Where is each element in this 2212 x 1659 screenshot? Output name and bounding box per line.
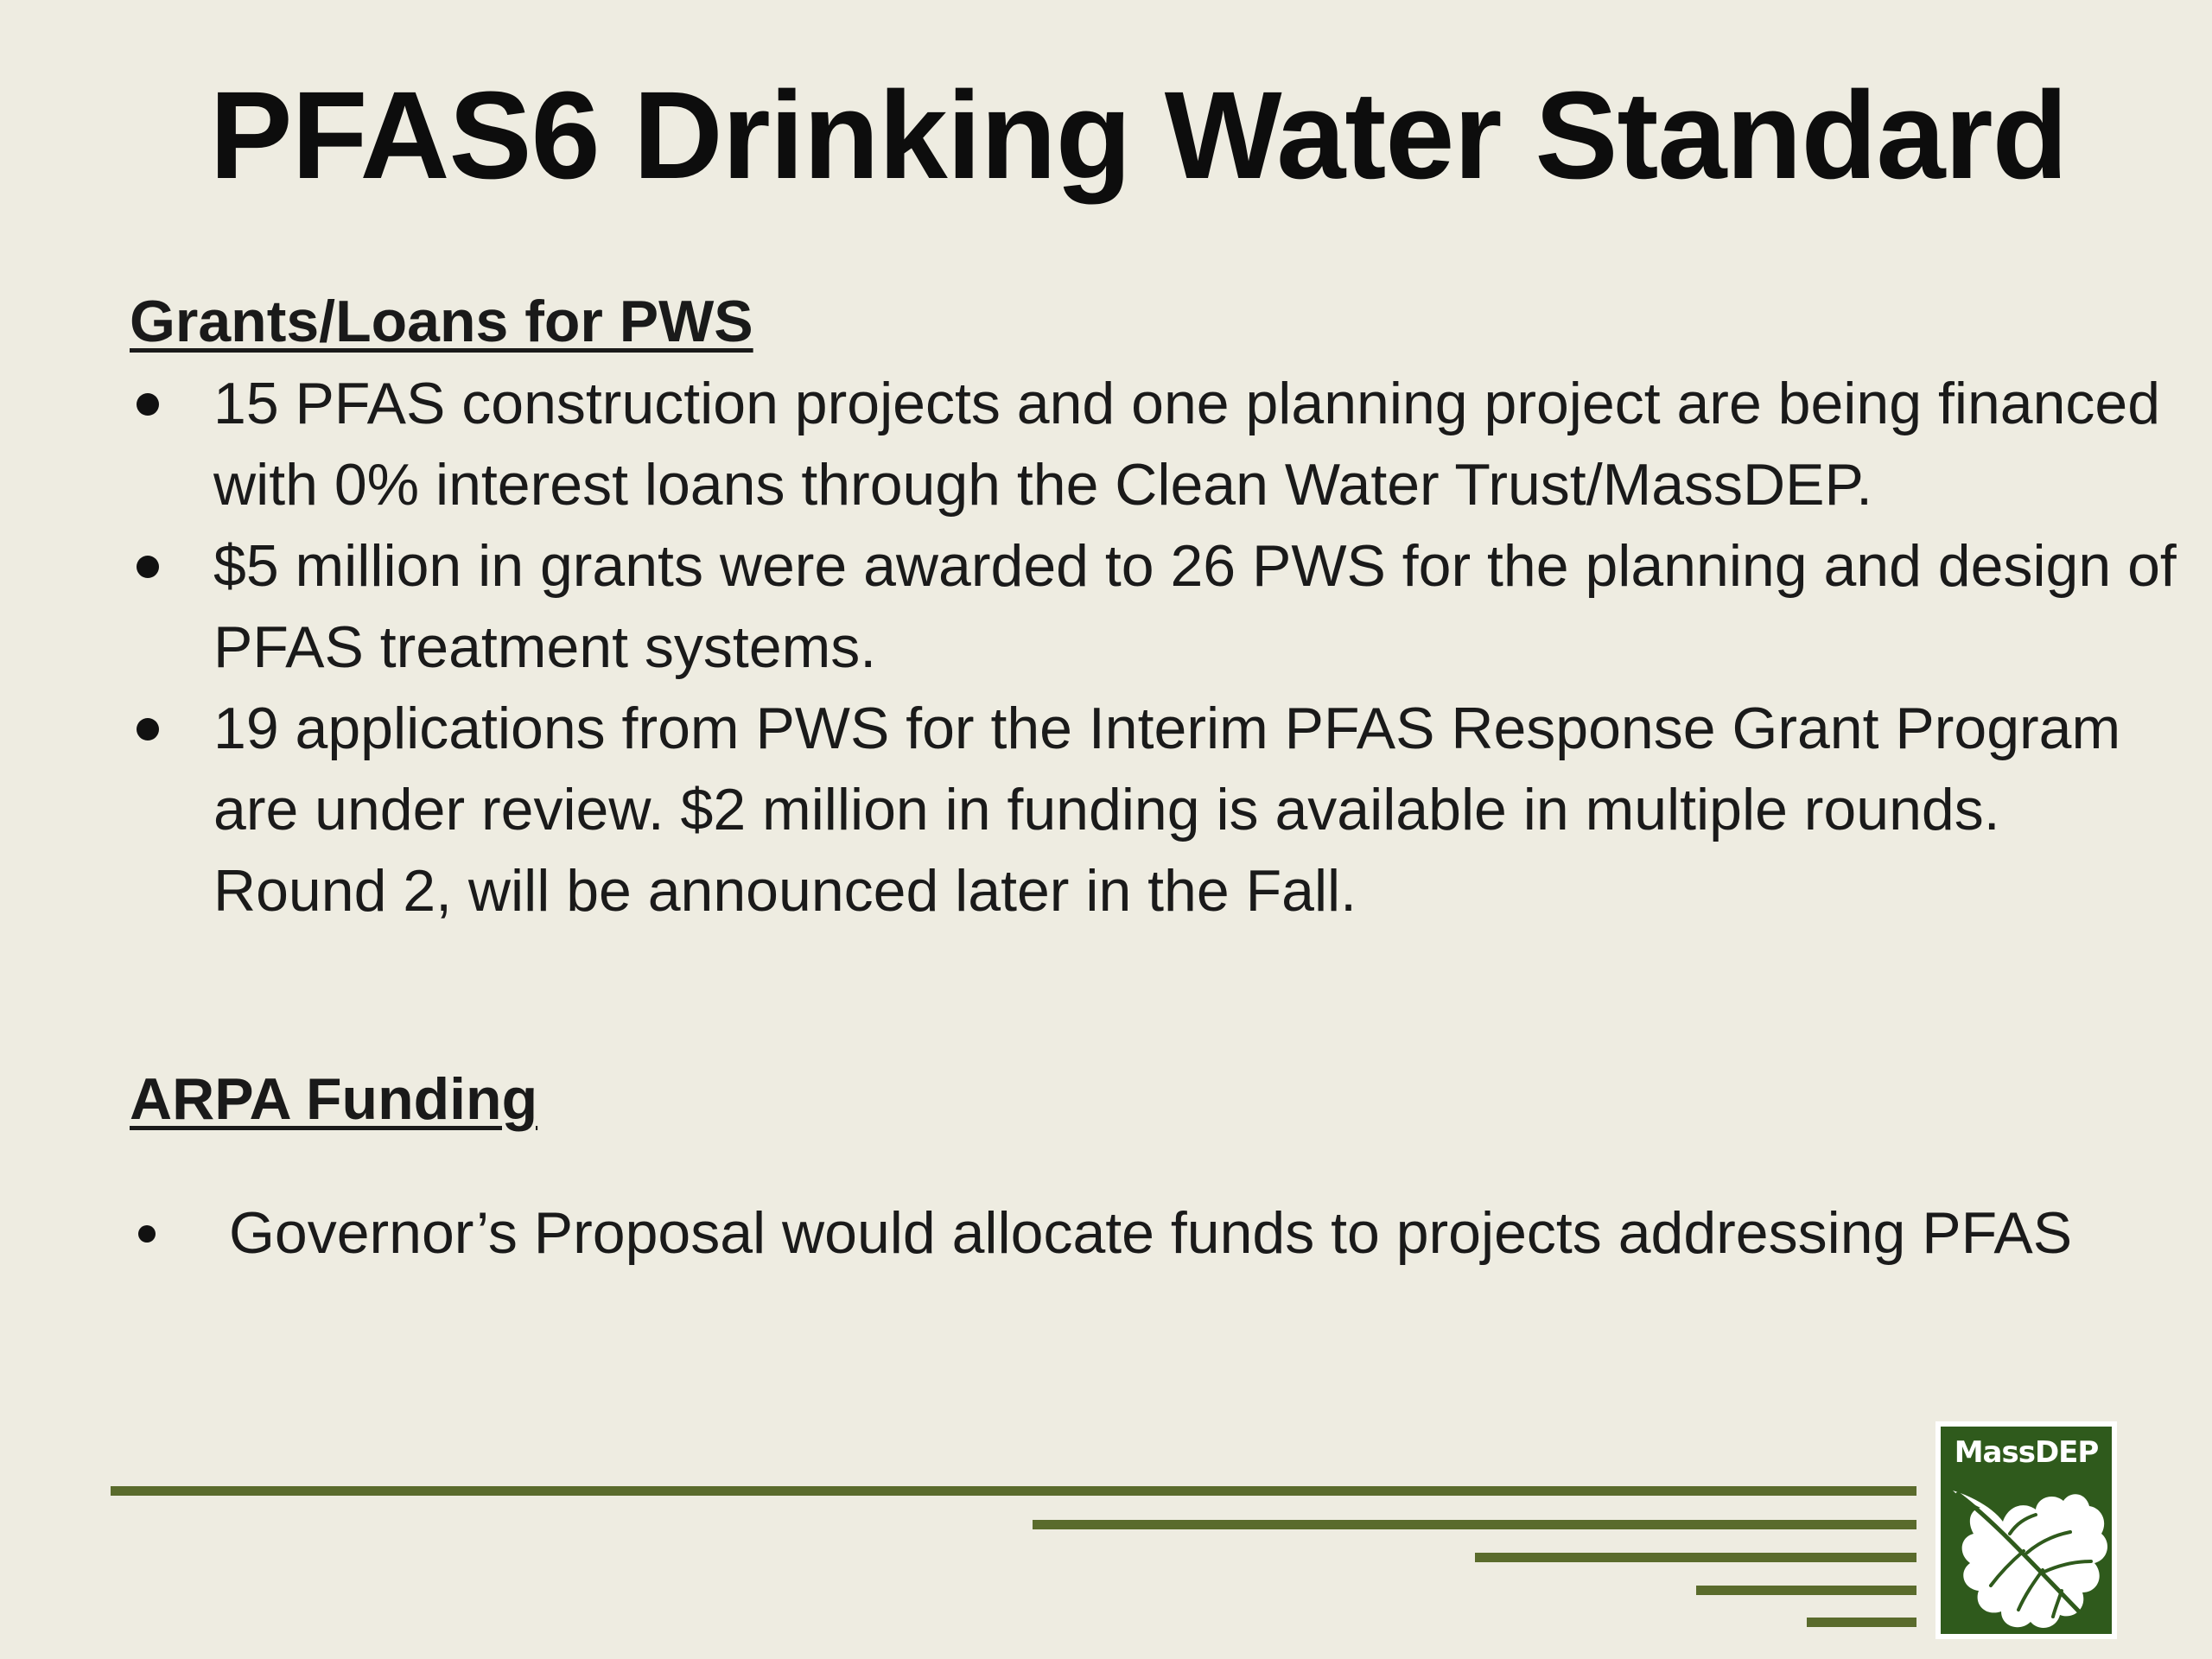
footer-divider-line xyxy=(1475,1553,1916,1562)
slide-title: PFAS6 Drinking Water Standard xyxy=(209,66,2068,205)
bullet-icon xyxy=(138,1225,156,1243)
footer-divider-line xyxy=(1033,1520,1916,1529)
bullet-text: Governor’s Proposal would allocate funds to projects addressing PFAS xyxy=(229,1200,2073,1266)
logo-text: MassDEP xyxy=(1954,1435,2099,1470)
footer-divider-line xyxy=(111,1486,1916,1496)
grants-bullet-list xyxy=(130,363,2177,931)
section-heading-grants: Grants/Loans for PWS xyxy=(130,289,753,354)
bullet-text: $5 million in grants were awarded to 26 PWS for the planning and design of PFAS treatment systems. xyxy=(213,533,2177,680)
bullet-icon xyxy=(137,393,159,416)
bullet-icon xyxy=(137,556,159,578)
oak-leaf-icon xyxy=(1941,1471,2112,1634)
bullet-icon xyxy=(137,718,159,741)
massdep-logo xyxy=(1936,1421,2117,1639)
footer-divider-line xyxy=(1696,1586,1916,1595)
arpa-bullet-list xyxy=(130,1192,2177,1274)
list-item xyxy=(130,1192,2177,1274)
bullet-text: 19 applications from PWS for the Interim PFAS Response Grant Program are under review. $2 million in funding is available in multiple rounds. Round 2, will be announced later in the Fall. xyxy=(213,696,2121,924)
bullet-text: 15 PFAS construction projects and one planning project are being financed with 0% interest loans through the Clean Water Trust/MassDEP. xyxy=(213,371,2161,518)
list-item xyxy=(130,688,2177,931)
footer-divider-line xyxy=(1807,1618,1916,1627)
section-heading-arpa: ARPA Funding xyxy=(130,1066,538,1132)
list-item xyxy=(130,525,2177,688)
list-item xyxy=(130,363,2177,525)
